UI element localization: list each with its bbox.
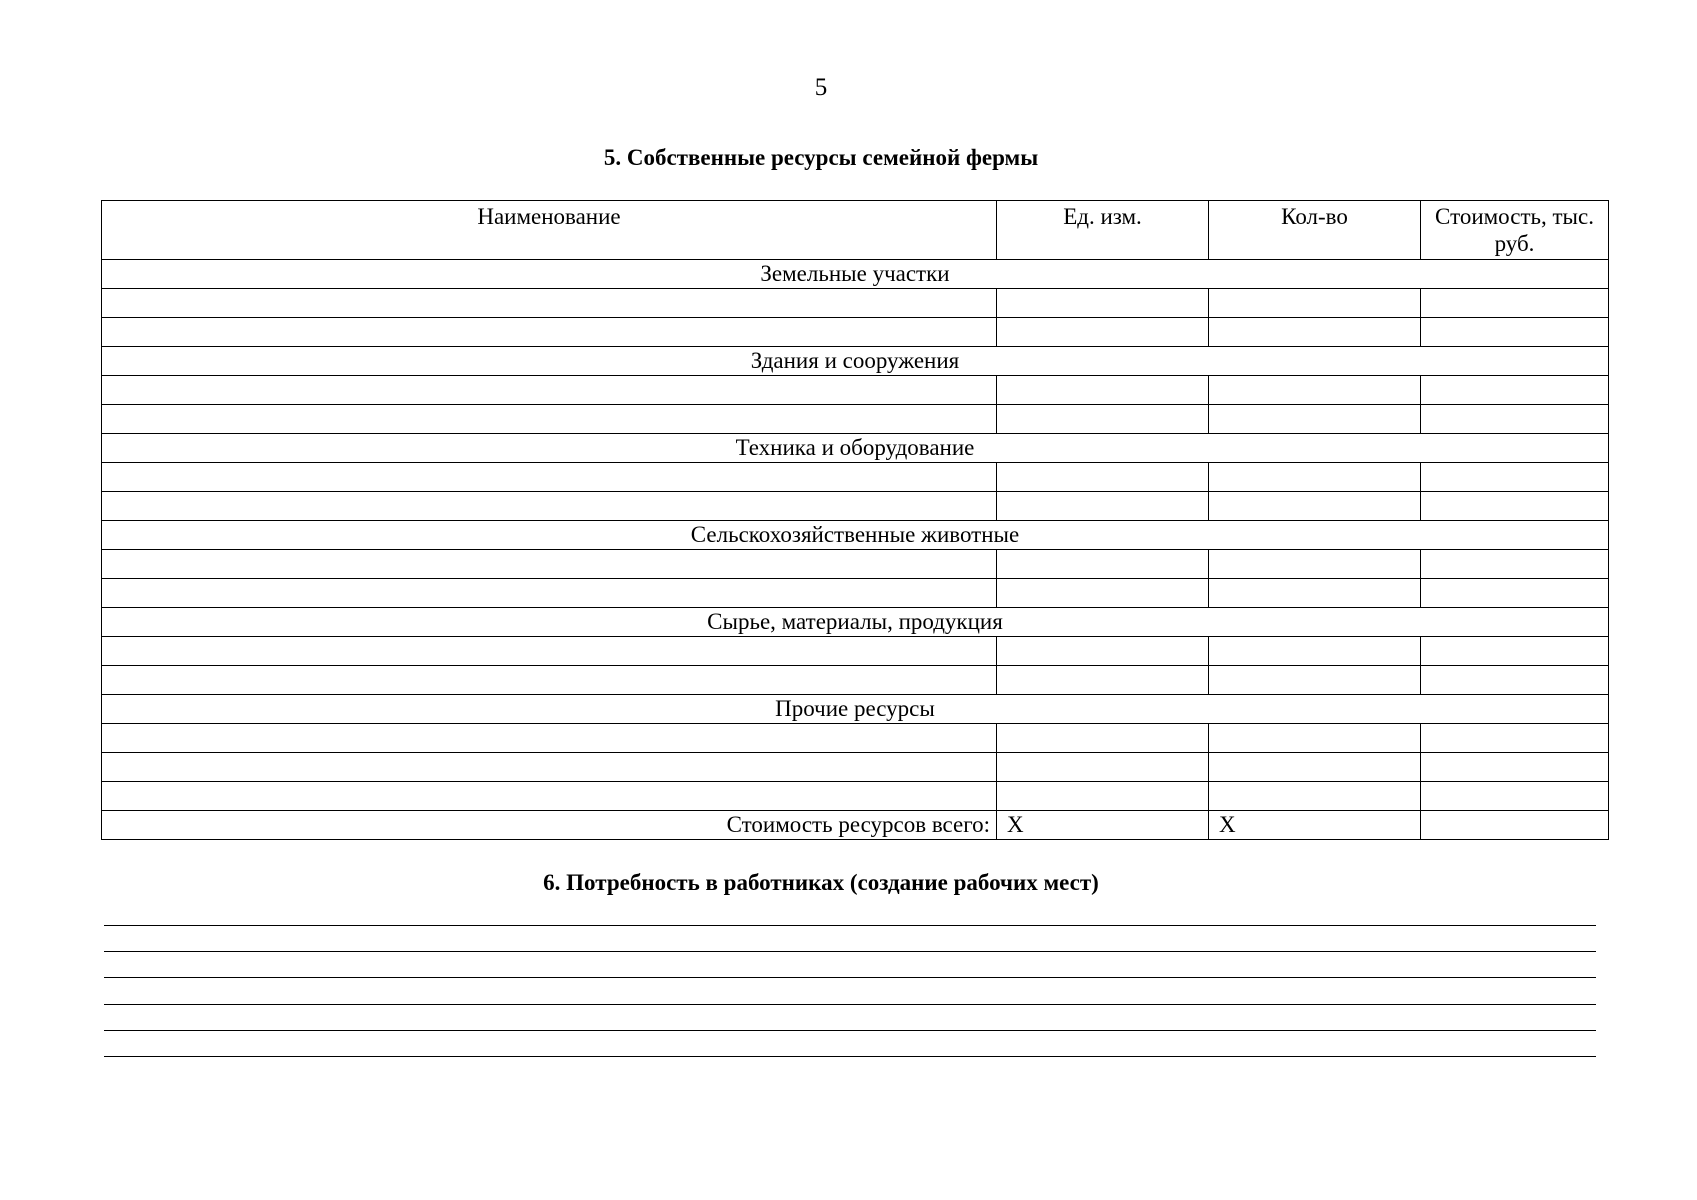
total-qty-mark: X xyxy=(1209,811,1421,840)
name-cell[interactable] xyxy=(102,289,997,318)
group-row-land xyxy=(102,260,1609,289)
qty-cell[interactable] xyxy=(1209,492,1421,521)
table-row xyxy=(102,463,1609,492)
qty-cell[interactable] xyxy=(1209,724,1421,753)
table-row xyxy=(102,782,1609,811)
group-label: Земельные участки xyxy=(102,260,1609,289)
unit-cell[interactable] xyxy=(997,405,1209,434)
header-cost: Стоимость, тыс. руб. xyxy=(1421,201,1609,260)
group-row-other xyxy=(102,695,1609,724)
section-5-title: 5. Собственные ресурсы семейной фермы xyxy=(603,145,1039,170)
qty-cell[interactable] xyxy=(1209,289,1421,318)
unit-cell[interactable] xyxy=(997,376,1209,405)
group-label: Здания и сооружения xyxy=(102,347,1609,376)
writing-line[interactable] xyxy=(104,952,1596,978)
total-label: Стоимость ресурсов всего: xyxy=(102,811,997,840)
name-cell[interactable] xyxy=(102,753,997,782)
table-row xyxy=(102,724,1609,753)
qty-cell[interactable] xyxy=(1209,666,1421,695)
cost-cell[interactable] xyxy=(1421,637,1609,666)
qty-cell[interactable] xyxy=(1209,753,1421,782)
cost-cell[interactable] xyxy=(1421,782,1609,811)
name-cell[interactable] xyxy=(102,579,997,608)
header-qty: Кол-во xyxy=(1209,201,1421,260)
cost-cell[interactable] xyxy=(1421,492,1609,521)
unit-cell[interactable] xyxy=(997,579,1209,608)
table-row xyxy=(102,579,1609,608)
qty-cell[interactable] xyxy=(1209,637,1421,666)
name-cell[interactable] xyxy=(102,782,997,811)
unit-cell[interactable] xyxy=(997,289,1209,318)
header-unit: Ед. изм. xyxy=(997,201,1209,260)
cost-cell[interactable] xyxy=(1421,579,1609,608)
name-cell[interactable] xyxy=(102,463,997,492)
name-cell[interactable] xyxy=(102,637,997,666)
qty-cell[interactable] xyxy=(1209,463,1421,492)
unit-cell[interactable] xyxy=(997,637,1209,666)
table-row xyxy=(102,550,1609,579)
table-row xyxy=(102,289,1609,318)
table-header-row xyxy=(102,201,1609,260)
group-label: Прочие ресурсы xyxy=(102,695,1609,724)
header-name: Наименование xyxy=(102,201,997,260)
qty-cell[interactable] xyxy=(1209,376,1421,405)
writing-line[interactable] xyxy=(104,978,1596,1004)
name-cell[interactable] xyxy=(102,550,997,579)
page-number: 5 xyxy=(814,74,828,101)
unit-cell[interactable] xyxy=(997,463,1209,492)
cost-cell[interactable] xyxy=(1421,289,1609,318)
total-cost-cell[interactable] xyxy=(1421,811,1609,840)
table-row xyxy=(102,318,1609,347)
name-cell[interactable] xyxy=(102,405,997,434)
group-label: Техника и оборудование xyxy=(102,434,1609,463)
table-row xyxy=(102,666,1609,695)
group-label: Сельскохозяйственные животные xyxy=(102,521,1609,550)
unit-cell[interactable] xyxy=(997,782,1209,811)
cost-cell[interactable] xyxy=(1421,724,1609,753)
cost-cell[interactable] xyxy=(1421,318,1609,347)
unit-cell[interactable] xyxy=(997,724,1209,753)
name-cell[interactable] xyxy=(102,492,997,521)
total-row xyxy=(102,811,1609,840)
table-row xyxy=(102,492,1609,521)
writing-line[interactable] xyxy=(104,1031,1596,1057)
qty-cell[interactable] xyxy=(1209,550,1421,579)
name-cell[interactable] xyxy=(102,318,997,347)
resources-table xyxy=(101,200,1609,840)
qty-cell[interactable] xyxy=(1209,579,1421,608)
cost-cell[interactable] xyxy=(1421,405,1609,434)
group-row-animals xyxy=(102,521,1609,550)
unit-cell[interactable] xyxy=(997,318,1209,347)
writing-lines xyxy=(104,924,1596,1057)
qty-cell[interactable] xyxy=(1209,405,1421,434)
group-row-buildings xyxy=(102,347,1609,376)
name-cell[interactable] xyxy=(102,376,997,405)
cost-cell[interactable] xyxy=(1421,753,1609,782)
writing-line[interactable] xyxy=(104,1005,1596,1031)
table-row xyxy=(102,376,1609,405)
unit-cell[interactable] xyxy=(997,492,1209,521)
group-row-materials xyxy=(102,608,1609,637)
group-label: Сырье, материалы, продукция xyxy=(102,608,1609,637)
table-row xyxy=(102,753,1609,782)
cost-cell[interactable] xyxy=(1421,666,1609,695)
unit-cell[interactable] xyxy=(997,753,1209,782)
cost-cell[interactable] xyxy=(1421,376,1609,405)
total-unit-mark: X xyxy=(997,811,1209,840)
unit-cell[interactable] xyxy=(997,550,1209,579)
section-6-title: 6. Потребность в работниках (создание рабочих мест) xyxy=(543,870,1099,895)
table-row xyxy=(102,637,1609,666)
group-row-equipment xyxy=(102,434,1609,463)
writing-line[interactable] xyxy=(104,926,1596,952)
name-cell[interactable] xyxy=(102,724,997,753)
cost-cell[interactable] xyxy=(1421,463,1609,492)
table-row xyxy=(102,405,1609,434)
cost-cell[interactable] xyxy=(1421,550,1609,579)
qty-cell[interactable] xyxy=(1209,318,1421,347)
unit-cell[interactable] xyxy=(997,666,1209,695)
name-cell[interactable] xyxy=(102,666,997,695)
qty-cell[interactable] xyxy=(1209,782,1421,811)
